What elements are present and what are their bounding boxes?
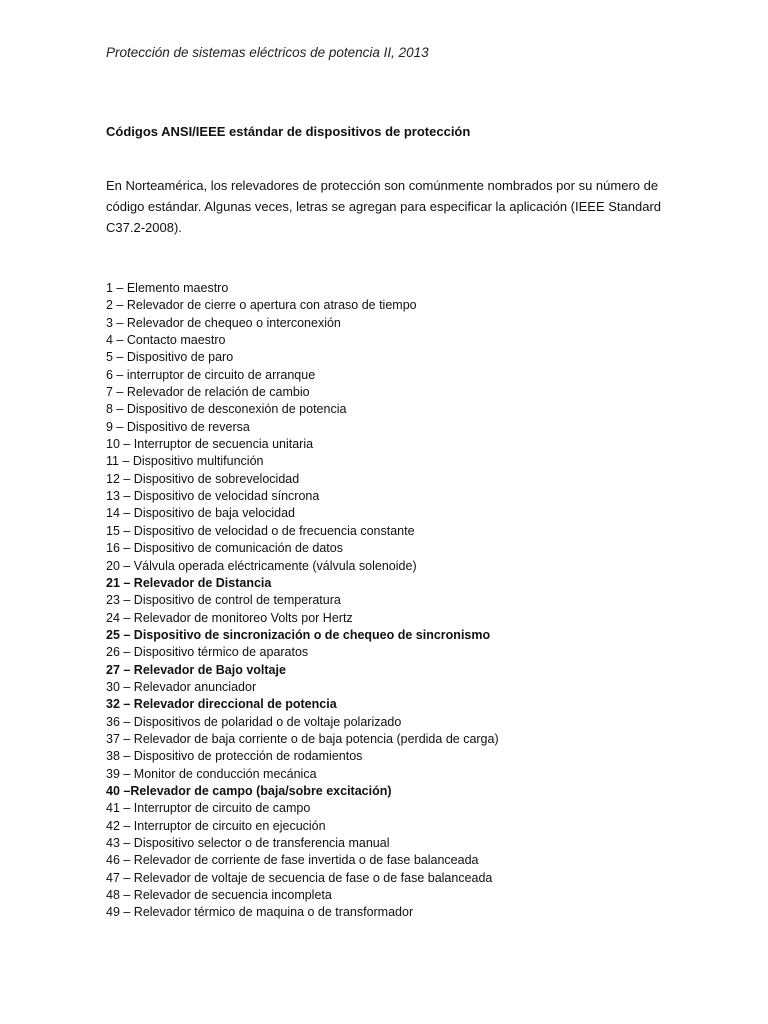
device-code-item: 47 – Relevador de voltaje de secuencia de fase o de fase balanceada <box>106 870 493 885</box>
device-code-item: 49 – Relevador térmico de maquina o de transformador <box>106 905 414 920</box>
device-code-item: 46 – Relevador de corriente de fase invertida o de fase balanceada <box>106 853 479 868</box>
device-code-item: 36 – Dispositivos de polaridad o de voltaje polarizado <box>106 714 402 729</box>
device-code-item: 32 – Relevador direccional de potencia <box>106 697 337 712</box>
device-code-item: 41 – Interruptor de circuito de campo <box>106 801 311 816</box>
device-code-list <box>106 280 499 922</box>
device-code-item: 4 – Contacto maestro <box>106 333 226 348</box>
device-code-item: 12 – Dispositivo de sobrevelocidad <box>106 471 300 486</box>
device-code-item: 14 – Dispositivo de baja velocidad <box>106 506 296 521</box>
device-code-item: 38 – Dispositivo de protección de rodamientos <box>106 749 363 764</box>
intro-paragraph <box>106 175 666 238</box>
running-header: Protección de sistemas eléctricos de potencia II, 2013 <box>106 45 429 60</box>
device-code-item: 9 – Dispositivo de reversa <box>106 419 250 434</box>
device-code-item: 42 – Interruptor de circuito en ejecución <box>106 818 326 833</box>
device-code-item: 20 – Válvula operada eléctricamente (válvula solenoide) <box>106 558 417 573</box>
device-code-item: 30 – Relevador anunciador <box>106 679 257 694</box>
device-code-item: 8 – Dispositivo de desconexión de potencia <box>106 402 347 417</box>
device-code-item: 3 – Relevador de chequeo o interconexión <box>106 315 341 330</box>
device-code-item: 6 – interruptor de circuito de arranque <box>106 367 316 382</box>
device-code-item: 10 – Interruptor de secuencia unitaria <box>106 437 314 452</box>
device-code-item: 21 – Relevador de Distancia <box>106 575 272 590</box>
device-code-item: 27 – Relevador de Bajo voltaje <box>106 662 286 677</box>
device-code-item: 39 – Monitor de conducción mecánica <box>106 766 317 781</box>
device-code-item: 13 – Dispositivo de velocidad síncrona <box>106 489 320 504</box>
device-code-item: 23 – Dispositivo de control de temperatura <box>106 593 341 608</box>
device-code-item: 43 – Dispositivo selector o de transferencia manual <box>106 836 390 850</box>
device-code-item: 15 – Dispositivo de velocidad o de frecuencia constante <box>106 523 415 538</box>
device-code-item: 48 – Relevador de secuencia incompleta <box>106 888 332 903</box>
section-title: Códigos ANSI/IEEE estándar de dispositivos de protección <box>106 124 471 139</box>
device-code-item: 25 – Dispositivo de sincronización o de chequeo de sincronismo <box>106 627 491 642</box>
device-code-item: 7 – Relevador de relación de cambio <box>106 385 310 400</box>
device-code-item: 2 – Relevador de cierre o apertura con atraso de tiempo <box>106 298 417 313</box>
device-code-item: 24 – Relevador de monitoreo Volts por Hertz <box>106 610 353 625</box>
device-code-item: 11 – Dispositivo multifunción <box>106 454 264 469</box>
device-code-item: 26 – Dispositivo térmico de aparatos <box>106 645 309 660</box>
device-code-item: 16 – Dispositivo de comunicación de datos <box>106 541 343 556</box>
intro-text: En Norteamérica, los relevadores de protección son comúnmente nombrados por su número de código estándar. Algunas veces, letras se agregan para especificar la aplicación (IEEE Standard C37.2-2008). <box>106 178 662 235</box>
device-code-item: 37 – Relevador de baja corriente o de baja potencia (perdida de carga) <box>106 731 499 746</box>
device-code-item: 40 –Relevador de campo (baja/sobre excitación) <box>106 783 392 798</box>
device-code-item: 5 – Dispositivo de paro <box>106 350 234 365</box>
device-code-item: 1 – Elemento maestro <box>106 281 229 295</box>
